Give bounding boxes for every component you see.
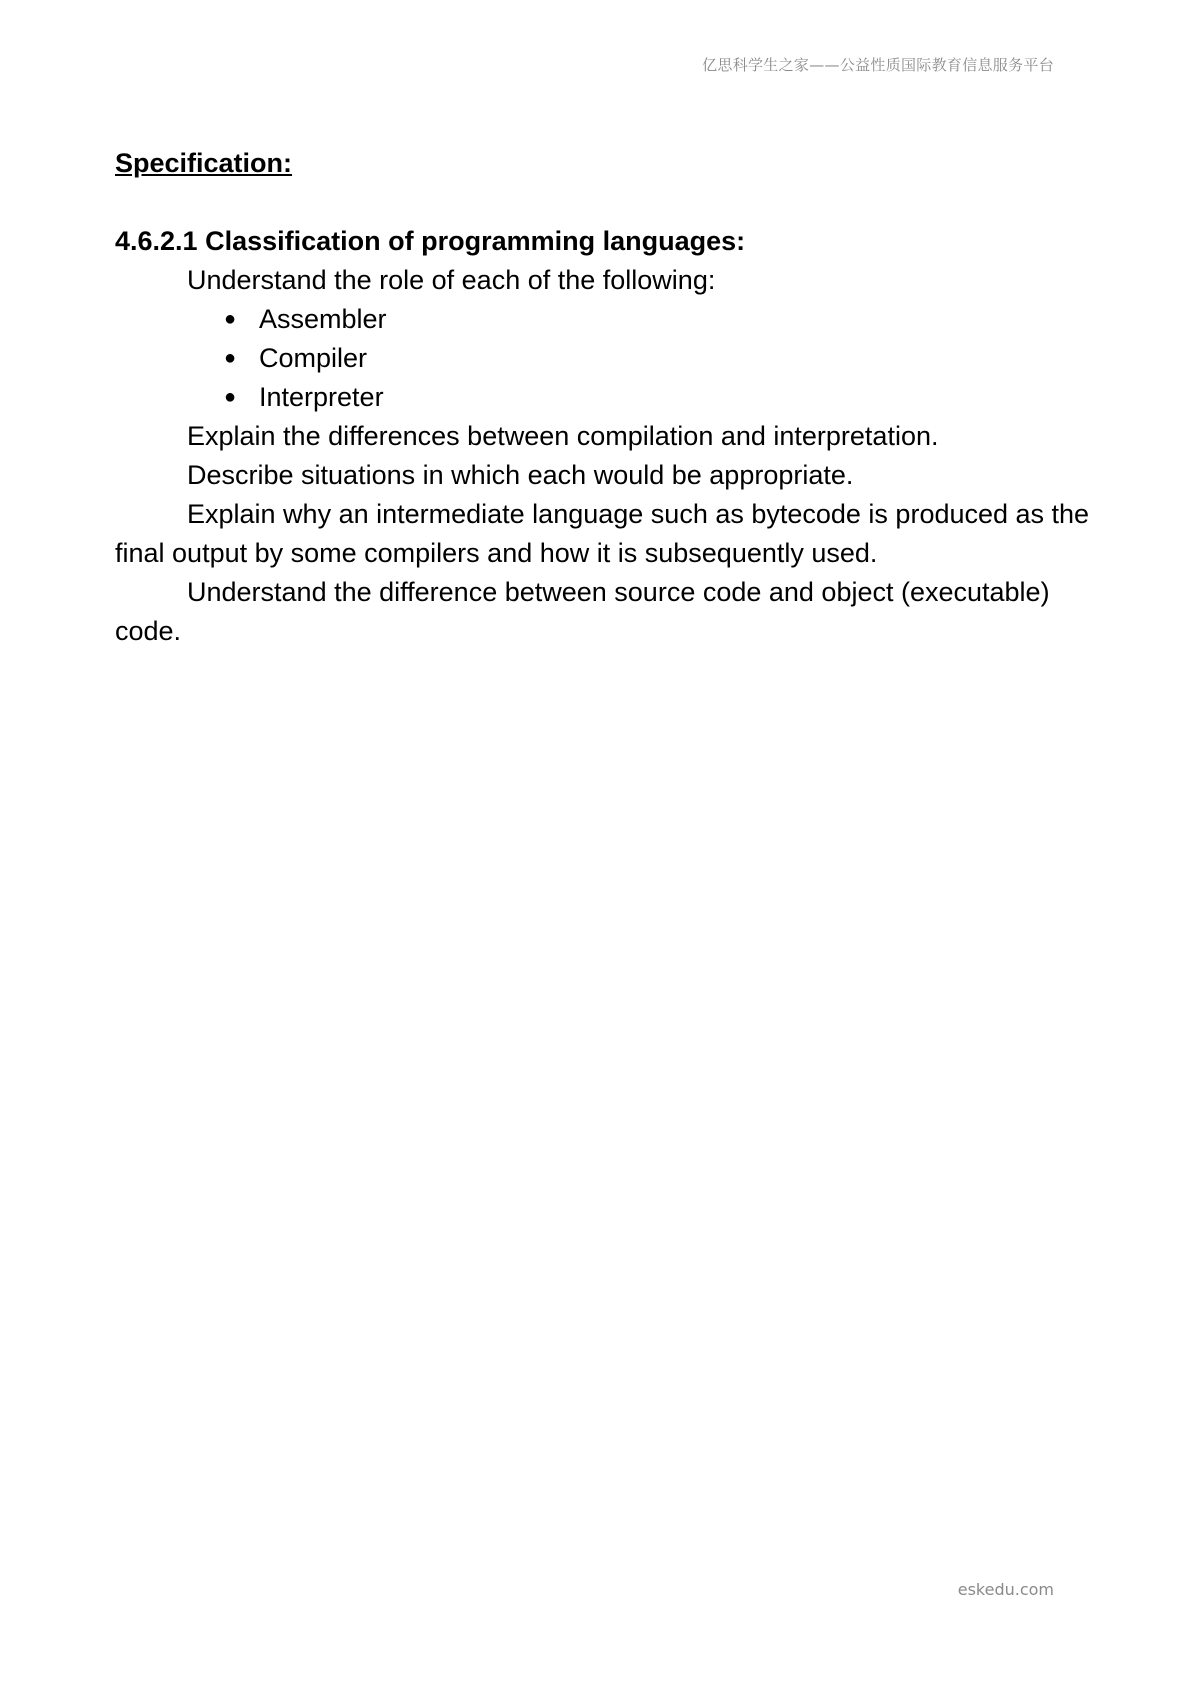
list-item-label: Assembler xyxy=(259,304,387,334)
intro-paragraph: Understand the role of each of the following: xyxy=(187,265,716,295)
page-header: 亿思科学生之家——公益性质国际教育信息服务平台 xyxy=(702,56,1054,74)
body-paragraph: Describe situations in which each would be appropriate. xyxy=(187,460,854,490)
body-paragraph: Explain the differences between compilation and interpretation. xyxy=(187,421,939,451)
list-item xyxy=(224,378,1090,417)
list-item-label: Interpreter xyxy=(259,382,384,412)
document-body xyxy=(115,144,1090,651)
list-item xyxy=(224,300,1090,339)
page-footer: eskedu.com xyxy=(957,1580,1054,1599)
bullet-icon: ● xyxy=(224,386,237,408)
body-paragraph: Understand the difference between source code and object (executable) code. xyxy=(115,577,1050,646)
list-item xyxy=(224,339,1090,378)
specification-heading: Specification: xyxy=(115,148,293,178)
section-heading: 4.6.2.1 Classification of programming languages: xyxy=(115,226,746,256)
bullet-icon: ● xyxy=(224,347,237,369)
role-list xyxy=(115,300,1090,417)
bullet-icon: ● xyxy=(224,308,237,330)
list-item-label: Compiler xyxy=(259,343,368,373)
body-paragraph: Explain why an intermediate language such as bytecode is produced as the final output by some compilers and how it is subsequently used. xyxy=(115,499,1090,568)
